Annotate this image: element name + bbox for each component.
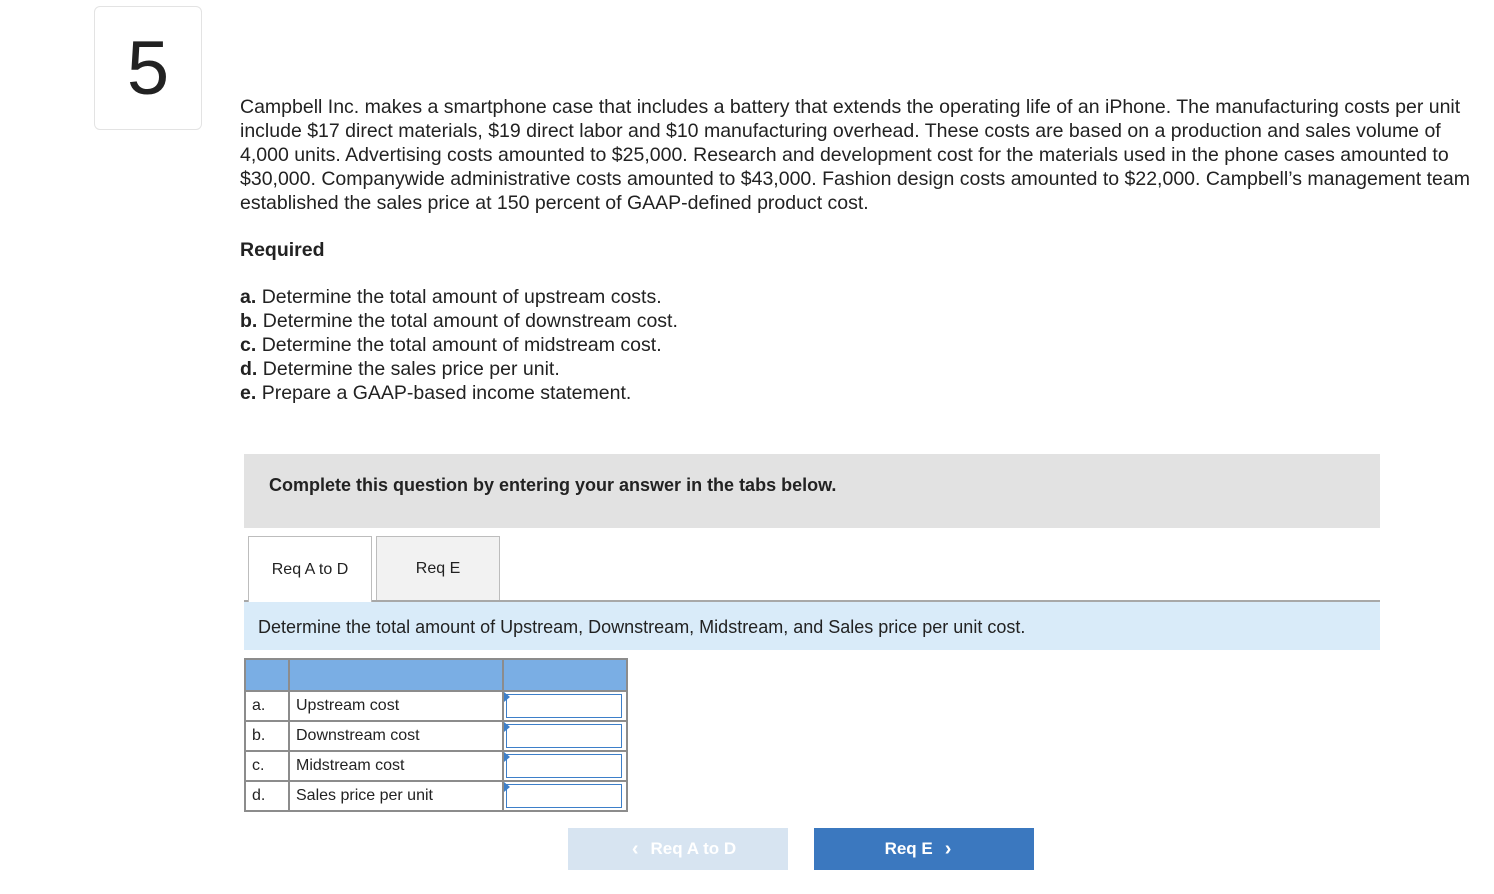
requirement-item [240, 309, 678, 333]
tab-instruction [244, 602, 1380, 650]
prev-tab-button[interactable] [568, 828, 788, 870]
input-marker-icon [504, 722, 510, 732]
row-label: Midstream cost [289, 751, 503, 781]
prev-button-label: Req A to D [650, 839, 737, 858]
table-row [245, 721, 627, 751]
row-letter: d. [245, 781, 289, 811]
row-label: Downstream cost [289, 721, 503, 751]
answer-cell [503, 721, 627, 751]
requirement-item [240, 333, 678, 357]
answer-cell [503, 781, 627, 811]
row-letter: a. [245, 691, 289, 721]
row-label: Upstream cost [289, 691, 503, 721]
next-button-label: Req E [884, 839, 933, 858]
requirement-text: Determine the total amount of downstream cost. [262, 310, 678, 332]
table-header-row [245, 659, 627, 691]
sales-price-input[interactable] [506, 784, 622, 808]
chevron-right-icon: › [944, 837, 952, 860]
requirement-item [240, 357, 678, 381]
requirement-letter: b. [240, 310, 258, 332]
input-marker-icon [504, 782, 510, 792]
midstream-cost-input[interactable] [506, 754, 622, 778]
requirement-letter: d. [240, 358, 258, 380]
answer-table [244, 658, 628, 812]
requirement-letter: c. [240, 334, 257, 356]
table-row [245, 751, 627, 781]
table-row [245, 691, 627, 721]
row-letter: b. [245, 721, 289, 751]
requirement-letter: a. [240, 286, 257, 308]
question-number: 5 [94, 6, 202, 130]
requirement-text: Determine the sales price per unit. [262, 358, 560, 380]
row-label: Sales price per unit [289, 781, 503, 811]
requirement-item [240, 285, 678, 309]
required-heading: Required [240, 239, 325, 261]
header-cell [289, 659, 503, 691]
input-marker-icon [504, 752, 510, 762]
banner-text: Complete this question by entering your answer in the tabs below. [269, 475, 837, 495]
requirement-text: Prepare a GAAP-based income statement. [261, 382, 632, 404]
header-cell [503, 659, 627, 691]
requirement-text: Determine the total amount of upstream costs. [261, 286, 662, 308]
answer-cell [503, 751, 627, 781]
upstream-cost-input[interactable] [506, 694, 622, 718]
tab-req-e[interactable]: Req E [376, 536, 500, 601]
requirement-text: Determine the total amount of midstream cost. [261, 334, 662, 356]
instruction-text: Determine the total amount of Upstream, Downstream, Midstream, and Sales price per unit cost. [258, 617, 1026, 637]
row-letter: c. [245, 751, 289, 781]
tab-req-a-to-d[interactable]: Req A to D [248, 536, 372, 602]
next-tab-button[interactable] [814, 828, 1034, 870]
chevron-left-icon: ‹ [631, 837, 639, 860]
requirement-letter: e. [240, 382, 257, 404]
downstream-cost-input[interactable] [506, 724, 622, 748]
instructions-banner [244, 454, 1380, 528]
problem-text: Campbell Inc. makes a smartphone case that includes a battery that extends the operating life of an iPhone. The manufacturing costs per unit include $17 direct materials, $19 direct labor and $10 manufacturing overhead. These costs are based on a production and sales volume of 4,000 units. Advertising costs amounted to $25,000. Research and development cost for the materials used in the phone cases amounted to $30,000. Companywide administrative costs amounted to $43,000. Fashion design costs amounted to $22,000. Campbell’s management team established the sales price at 150 percent of GAAP-defined product cost. [240, 96, 1470, 214]
requirement-item [240, 381, 678, 405]
table-row [245, 781, 627, 811]
requirements-list [240, 285, 678, 405]
input-marker-icon [504, 692, 510, 702]
header-cell [245, 659, 289, 691]
answer-cell [503, 691, 627, 721]
